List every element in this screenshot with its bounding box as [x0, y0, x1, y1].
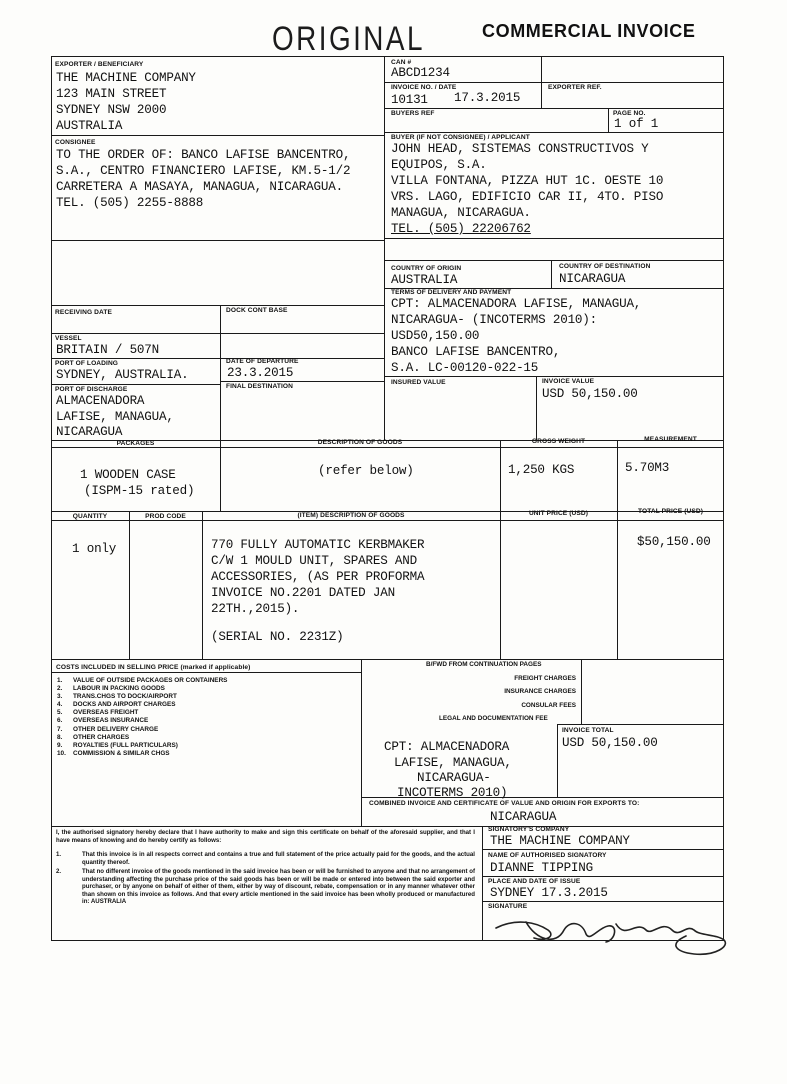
consular-fees-label: CONSULAR FEES — [521, 702, 576, 709]
exporter-ref-label: EXPORTER REF. — [548, 84, 602, 91]
vessel-value: BRITAIN / 507N — [56, 343, 160, 357]
signatory-company: THE MACHINE COMPANY — [490, 834, 630, 848]
consignee-line: TO THE ORDER OF: BANCO LAFISE BANCENTRO, — [56, 148, 351, 162]
original-stamp: ORIGINAL — [272, 20, 425, 58]
measurement-header: MEASUREMENT — [644, 436, 697, 443]
buyer-line: TEL. (505) 22206762 — [391, 222, 531, 236]
receiving-date-label: RECEIVING DATE — [55, 309, 112, 316]
list-item: 9. ROYALTIES (FULL PARTICULARS) — [57, 741, 178, 749]
buyer-label: BUYER (IF NOT CONSIGNEE) / APPLICANT — [391, 134, 530, 141]
dock-cont-base-label: DOCK CONT BASE — [226, 307, 288, 314]
item-description-line: ACCESSORIES, (AS PER PROFORMA — [211, 570, 425, 584]
item-description-header: (ITEM) DESCRIPTION OF GOODS — [297, 512, 405, 519]
measurement: 5.70M3 — [625, 461, 670, 475]
place-date-label: PLACE AND DATE OF ISSUE — [488, 878, 581, 885]
item-description-line: 22TH.,2015). — [211, 602, 300, 616]
insured-value-label: INSURED VALUE — [391, 379, 446, 386]
exporter-line: SYDNEY NSW 2000 — [56, 103, 167, 117]
invoice-value: USD 50,150.00 — [542, 387, 638, 401]
port-of-discharge-label: PORT OF DISCHARGE — [55, 386, 128, 393]
origin-label: COUNTRY OF ORIGIN — [391, 265, 462, 272]
cpt-line: NICARAGUA- — [417, 771, 491, 785]
consignee-line: CARRETERA A MASAYA, MANAGUA, NICARAGUA. — [56, 180, 343, 194]
cpt-line: INCOTERMS 2010) — [397, 786, 508, 800]
list-item: 1. VALUE OF OUTSIDE PACKAGES OR CONTAINERS — [57, 677, 228, 684]
packages-header: PACKAGES — [116, 440, 155, 447]
declaration-intro: I, the authorised signatory hereby declare that I have authority to make and sign this certificate on behalf of the aforesaid supplier, and that I have means of knowing and do hereby certify as follows: — [56, 829, 475, 844]
list-item: 5. OVERSEAS FREIGHT — [57, 709, 139, 717]
document-title: COMMERCIAL INVOICE — [482, 21, 696, 41]
terms-label: TERMS OF DELIVERY AND PAYMENT — [391, 289, 512, 296]
origin-value: AUSTRALIA — [391, 273, 458, 287]
terms-line: CPT: ALMACENADORA LAFISE, MANAGUA, — [391, 297, 642, 311]
signatory-name: DIANNE TIPPING — [490, 861, 594, 875]
discharge-line: LAFISE, MANAGUA, — [56, 410, 174, 424]
item-description-line: C/W 1 MOULD UNIT, SPARES AND — [211, 554, 418, 568]
declaration-num: 2. — [56, 868, 62, 875]
terms-line: USD50,150.00 — [391, 329, 480, 343]
destination-label: COUNTRY OF DESTINATION — [559, 263, 651, 270]
invoice-total-label: INVOICE TOTAL — [562, 727, 614, 734]
can-value: ABCD1234 — [391, 66, 450, 80]
invoice-no-date-label: INVOICE NO. / DATE — [391, 84, 457, 91]
combined-label: COMBINED INVOICE AND CERTIFICATE OF VALUE AND ORIGIN FOR EXPORTS TO: — [369, 800, 640, 807]
packages-line: (ISPM-15 rated) — [84, 484, 195, 498]
cpt-line: LAFISE, MANAGUA, — [394, 756, 512, 770]
consignee-line: S.A., CENTRO FINANCIERO LAFISE, KM.5-1/2 — [56, 164, 351, 178]
gross-weight-header: GROSS WEIGHT — [531, 438, 586, 445]
total-price-header: TOTAL PRICE (USD) — [637, 508, 704, 515]
buyer-line: VILLA FONTANA, PIZZA HUT 1C. OESTE 10 — [391, 174, 664, 188]
buyers-ref-label: BUYERS REF — [391, 110, 435, 117]
bfwd-label: B/FWD FROM CONTINUATION PAGES — [426, 661, 542, 668]
list-item: 4. DOCKS AND AIRPORT CHARGES — [57, 701, 176, 709]
buyer-line: JOHN HEAD, SISTEMAS CONSTRUCTIVOS Y — [391, 142, 649, 156]
invoice-value-label: INVOICE VALUE — [542, 378, 595, 385]
vessel-label: VESSEL — [55, 335, 82, 342]
exporter-line: AUSTRALIA — [56, 119, 123, 133]
item-quantity: 1 only — [72, 542, 117, 556]
place-date-value: SYDNEY 17.3.2015 — [490, 886, 608, 900]
handwritten-signature — [486, 900, 736, 960]
combined-destination: NICARAGUA — [490, 810, 557, 824]
cpt-line: CPT: ALMACENADORA — [384, 740, 510, 754]
description-header: DESCRIPTION OF GOODS — [317, 439, 403, 446]
page-no-label: PAGE NO. — [613, 110, 646, 117]
destination-value: NICARAGUA — [559, 272, 626, 286]
buyer-line: VRS. LAGO, EDIFICIO CAR II, 4TO. PISO — [391, 190, 664, 204]
prod-code-header: PROD CODE — [145, 513, 186, 520]
terms-line: NICARAGUA- (INCOTERMS 2010): — [391, 313, 598, 327]
port-of-loading-label: PORT OF LOADING — [55, 360, 119, 367]
goods-description: (refer below) — [318, 464, 414, 478]
can-label: CAN # — [391, 59, 412, 66]
page-no-value: 1 of 1 — [614, 117, 659, 131]
item-total-price: $50,150.00 — [637, 535, 711, 549]
list-item: 2. LABOUR IN PACKING GOODS — [57, 685, 165, 693]
packages-line: 1 WOODEN CASE — [80, 468, 176, 482]
unit-price-header: UNIT PRICE (USD) — [528, 510, 589, 517]
terms-line: S.A. LC-00120-022-15 — [391, 361, 539, 375]
signature-label: SIGNATURE — [488, 903, 528, 910]
list-item: 6. OVERSEAS INSURANCE — [57, 717, 149, 725]
quantity-header: QUANTITY — [72, 513, 108, 520]
gross-weight: 1,250 KGS — [508, 463, 575, 477]
costs-label: COSTS INCLUDED IN SELLING PRICE (marked if applicable) — [56, 664, 251, 671]
final-destination-label: FINAL DESTINATION — [226, 383, 294, 390]
invoice-total-value: USD 50,150.00 — [562, 736, 658, 750]
consignee-line: TEL. (505) 2255-8888 — [56, 196, 204, 210]
exporter-line: THE MACHINE COMPANY — [56, 71, 196, 85]
list-item: 8. OTHER CHARGES — [57, 733, 130, 741]
discharge-line: NICARAGUA — [56, 425, 123, 439]
consignee-label: CONSIGNEE — [55, 139, 96, 146]
costs-list — [57, 677, 227, 758]
declaration-num: 1. — [56, 851, 62, 858]
departure-date-value: 23.3.2015 — [227, 366, 294, 380]
invoice-date: 17.3.2015 — [454, 91, 521, 105]
exporter-label: EXPORTER / BENEFICIARY — [55, 61, 144, 68]
declaration-paragraph-2: That no different invoice of the goods mentioned in the said invoice has been or will be furnished to anyone and that no arrangement of understanding affecting the purchase price of the said goods has been or will be made or entered into between the said exporter and purchaser, or by anyone on behalf of either of them, either by way of discount, rebate, compensation or in any manner whatever other than shown on this invoice as follows. And that every article mentioned in the said invoice has been wholly produced or manufactured in: AUSTRALIA — [82, 868, 475, 906]
legal-fees-label: LEGAL AND DOCUMENTATION FEE — [439, 715, 548, 722]
invoice-number: 10131 — [391, 93, 428, 107]
list-item: 10. COMMISSION & SIMILAR CHGS — [57, 749, 170, 757]
port-of-loading-value: SYDNEY, AUSTRALIA. — [56, 368, 189, 382]
list-item: 7. OTHER DELIVERY CHARGE — [57, 725, 159, 733]
signatory-company-label: SIGNATORY'S COMPANY — [488, 826, 570, 833]
exporter-line: 123 MAIN STREET — [56, 87, 167, 101]
declaration-paragraph-1: That this invoice is in all respects correct and contains a true and full statement of the price actually paid for the goods, and the actual quantity thereof. — [82, 851, 475, 866]
list-item: 3. TRANS.CHGS TO DOCK/AIRPORT — [57, 693, 177, 701]
item-description-line: 770 FULLY AUTOMATIC KERBMAKER — [211, 538, 425, 552]
signatory-name-label: NAME OF AUTHORISED SIGNATORY — [488, 852, 607, 859]
item-serial: (SERIAL NO. 2231Z) — [211, 630, 344, 644]
insurance-charges-label: INSURANCE CHARGES — [504, 688, 576, 695]
departure-date-label: DATE OF DEPARTURE — [226, 358, 299, 365]
freight-charges-label: FREIGHT CHARGES — [514, 675, 576, 682]
buyer-line: MANAGUA, NICARAGUA. — [391, 206, 531, 220]
discharge-line: ALMACENADORA — [56, 394, 145, 408]
item-description-line: INVOICE NO.2201 DATED JAN — [211, 586, 395, 600]
terms-line: BANCO LAFISE BANCENTRO, — [391, 345, 561, 359]
buyer-line: EQUIPOS, S.A. — [391, 158, 487, 172]
